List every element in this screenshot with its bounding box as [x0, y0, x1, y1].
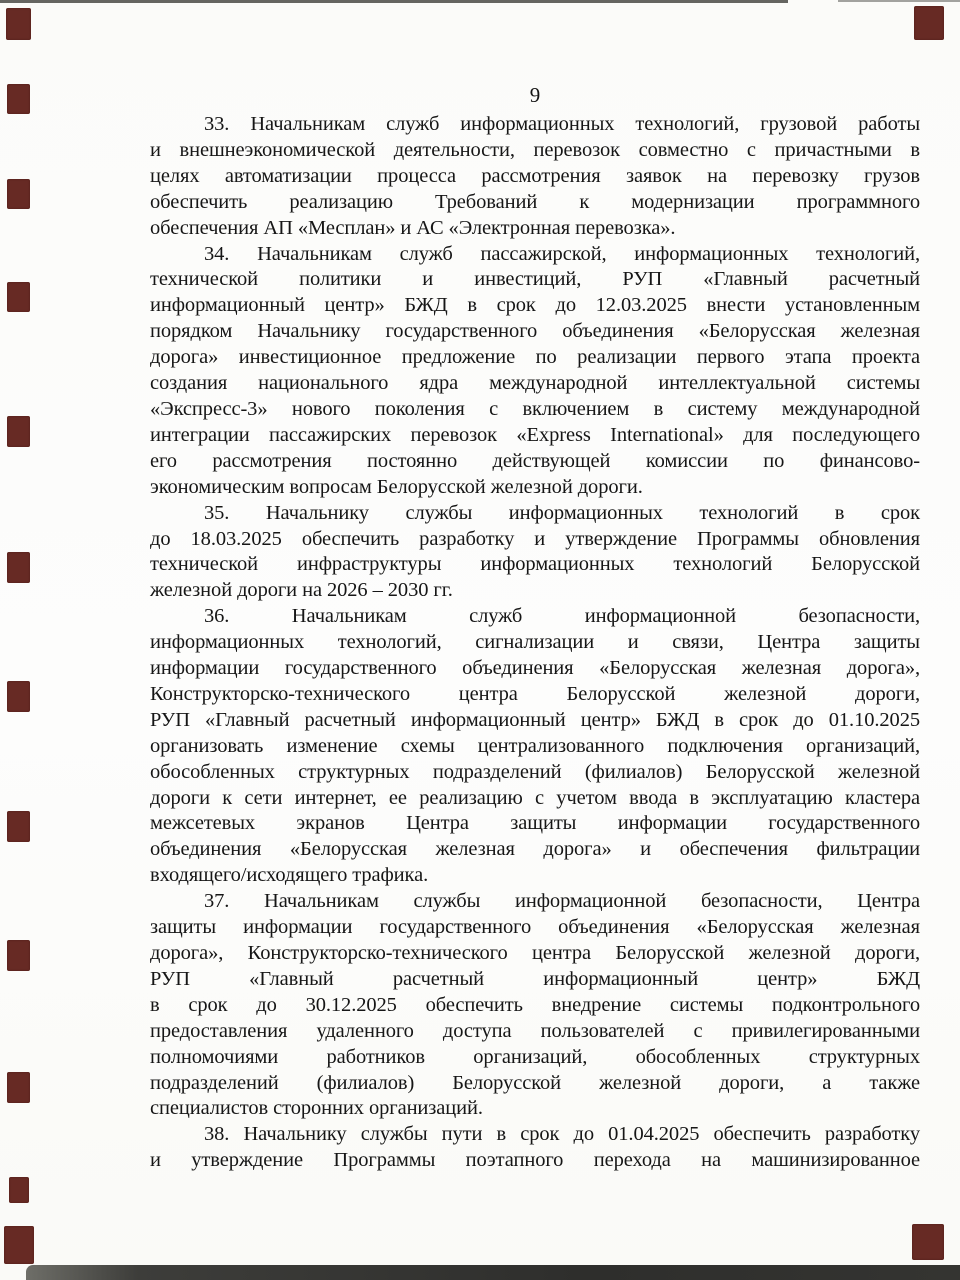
scan-mark-left-12 — [4, 1226, 34, 1264]
paragraph-37 — [150, 889, 920, 1122]
text-line: Конструкторско-технического центра Белорусской железной дороги, — [150, 682, 920, 705]
document-body — [150, 112, 920, 1174]
text-line: предоставления удаленного доступа пользователей с привилегированными — [150, 1019, 920, 1042]
text-line: порядком Начальнику государственного объединения «Белорусская железная — [150, 320, 920, 343]
text-line: 34. Начальникам служб пассажирской, информационных технологий, — [204, 242, 920, 265]
text-line: создания национального ядра международной интеллектуальной системы — [150, 372, 920, 395]
text-line: и внешнеэкономической деятельности, перевозок совместно с причастными в — [150, 138, 920, 161]
scan-mark-left-11 — [9, 1177, 29, 1203]
text-line: РУП «Главный расчетный информационный центр» БЖД — [150, 967, 920, 990]
text-line: дорога», Конструкторско-технического центра Белорусской железной дороги, — [150, 942, 920, 964]
scan-mark-left-5 — [7, 416, 30, 447]
text-line: в срок до 30.12.2025 обеспечить внедрение системы подконтрольного — [150, 993, 920, 1016]
text-line: и утверждение Программы поэтапного перехода на машинизированное — [150, 1149, 920, 1172]
scan-mark-left-2 — [7, 84, 30, 114]
text-line: РУП «Главный расчетный информационный центр» БЖД в срок до 01.10.2025 — [150, 708, 920, 731]
text-line: до 18.03.2025 обеспечить разработку и утверждение Программы обновления — [150, 527, 920, 550]
text-line: полномочиями работников организаций, обособленных структурных — [150, 1045, 920, 1068]
scan-mark-left-9 — [7, 940, 30, 971]
scan-mark-left-6 — [7, 552, 30, 583]
paragraph-35 — [150, 501, 920, 605]
page-number: 9 — [529, 83, 541, 107]
text-line: обособленных структурных подразделений (филиалов) Белорусской железной — [150, 760, 920, 783]
paragraph-38 — [150, 1122, 920, 1174]
text-line: интеграции пассажирских перевозок «Express International» для последующего — [150, 423, 920, 446]
text-line: обеспечить реализацию Требований к модернизации программного — [150, 190, 920, 213]
text-line: «Экспресс-3» нового поколения с включением в систему международной — [150, 397, 920, 420]
paragraph-34 — [150, 242, 920, 501]
scan-edge-line-top — [0, 0, 788, 3]
text-line: защиты информации государственного объединения «Белорусская железная — [150, 916, 920, 939]
paragraph-36 — [150, 604, 920, 889]
text-line: объединения «Белорусская железная дорога» и обеспечения фильтрации — [150, 838, 920, 861]
text-line: его рассмотрения постоянно действующей комиссии по финансово- — [150, 449, 920, 472]
text-line: специалистов сторонних организаций. — [150, 1097, 483, 1120]
paragraph-33 — [150, 112, 920, 242]
text-line: технической инфраструктуры информационных технологий Белорусской — [150, 553, 920, 576]
scan-mark-left-4 — [7, 282, 30, 312]
text-line: целях автоматизации процесса рассмотрения заявок на перевозку грузов — [150, 164, 920, 187]
scan-mark-right-top — [914, 6, 944, 40]
text-line: 36. Начальникам служб информационной безопасности, — [204, 605, 920, 628]
text-line: межсетевых экранов Центра защиты информации государственного — [150, 812, 920, 835]
text-line: 38. Начальнику службы пути в срок до 01.04.2025 обеспечить разработку — [204, 1123, 920, 1146]
text-line: входящего/исходящего трафика. — [150, 864, 429, 887]
text-line: дорога» инвестиционное предложение по реализации первого этапа проекта — [150, 346, 920, 369]
text-line: 33. Начальникам служб информационных технологий, грузовой работы — [204, 113, 920, 135]
scan-edge-line-top-right — [838, 0, 960, 2]
text-line: 35. Начальнику службы информационных технологий в срок — [204, 501, 920, 524]
scan-bar-bottom — [26, 1265, 960, 1280]
text-line: железной дороги на 2026 – 2030 гг. — [150, 579, 453, 602]
text-line: технической политики и инвестиций, РУП «Главный расчетный — [150, 268, 920, 291]
scan-mark-left-7 — [7, 681, 30, 712]
text-line: 37. Начальникам службы информационной безопасности, Центра — [204, 890, 920, 913]
text-line: информации государственного объединения «Белорусская железная дорога», — [150, 657, 920, 680]
text-line: информационных технологий, сигнализации и связи, Центра защиты — [150, 631, 920, 654]
scan-mark-left-8 — [7, 811, 30, 842]
text-line: организовать изменение схемы централизованного подключения организаций, — [150, 734, 920, 757]
scan-mark-left-1 — [6, 8, 31, 40]
scan-mark-left-10 — [7, 1072, 30, 1103]
scan-mark-left-3 — [7, 179, 30, 209]
text-line: информационный центр» БЖД в срок до 12.03.2025 внести установленным — [150, 294, 920, 317]
text-line: экономическим вопросам Белорусской железной дороги. — [150, 475, 643, 498]
text-line: дороги к сети интернет, ее реализацию с учетом ввода в эксплуатацию кластера — [150, 786, 920, 809]
text-line: обеспечения АП «Месплан» и АС «Электронная перевозка». — [150, 216, 676, 239]
text-line: подразделений (филиалов) Белорусской железной дороги, а также — [150, 1071, 920, 1094]
scan-mark-right-bottom — [912, 1224, 944, 1260]
